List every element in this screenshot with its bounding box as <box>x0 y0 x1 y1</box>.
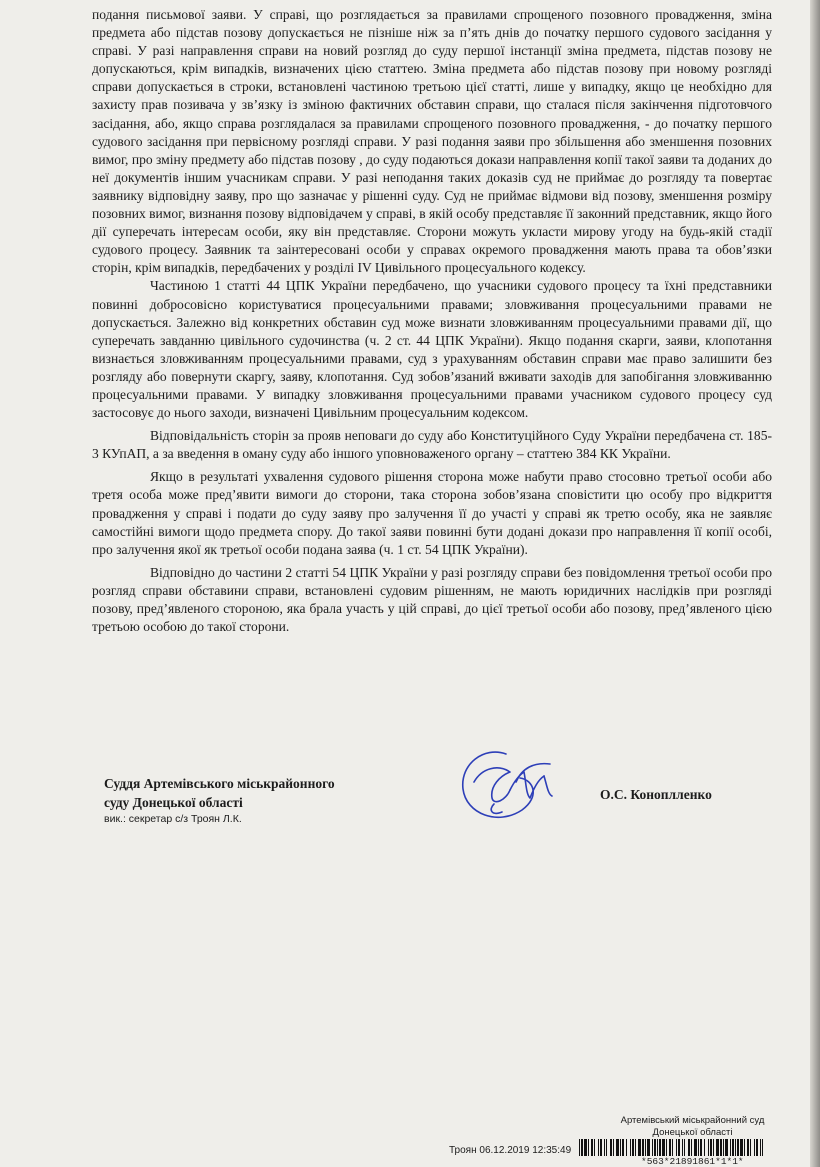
barcode-bar <box>659 1139 661 1156</box>
barcode-bar <box>672 1139 673 1156</box>
barcode-bar <box>630 1139 631 1156</box>
barcode-bar <box>626 1139 627 1156</box>
barcode-bar <box>666 1139 667 1156</box>
barcode-bar <box>584 1139 587 1156</box>
barcode-bar <box>616 1139 619 1156</box>
registration-timestamp: Троян 06.12.2019 12:35:49 <box>449 1145 572 1156</box>
barcode-bar <box>756 1139 758 1156</box>
barcode-bar <box>591 1139 593 1156</box>
barcode-bar <box>645 1139 646 1156</box>
barcode-bar <box>652 1139 653 1156</box>
paragraph-4: Якщо в результаті ухвалення судового рішення сторона може набути право стосовно третьої особи або третя особа може пред’явити вимоги до сторони, така сторона зобов’язана сповістити цю особу про відкриття провадження у справі і подати до суду заяву про залучення її до участі у справі як третю особу, яка не заявляє самостійні вимоги щодо предмета спору. До такої заяви повинні бути додані докази про направлення її копії особі, про залучення якої як третьої особи подана заява (ч. 1 ст. 54 ЦПК України). <box>92 469 772 557</box>
paragraph-3: Відповідальність сторін за прояв неповаги до суду або Конституційного Суду України передбачена ст. 185-3 КУпАП, а за введення в оману суду або іншого уповноваженого органу – статтею 384 КК України. <box>92 428 772 462</box>
barcode-bar <box>710 1139 712 1156</box>
barcode-bar <box>600 1139 602 1156</box>
judge-name: О.С. Коноплленко <box>600 787 712 802</box>
barcode-bar <box>654 1139 656 1156</box>
barcode-bar <box>662 1139 665 1156</box>
barcode-bar <box>698 1139 699 1156</box>
barcode-bar <box>700 1139 702 1156</box>
barcode-bar <box>735 1139 736 1156</box>
barcode-bar <box>620 1139 621 1156</box>
barcode-bar <box>638 1139 641 1156</box>
barcode-bar <box>635 1139 636 1156</box>
barcode-bar <box>760 1139 761 1156</box>
barcode-bar <box>657 1139 658 1156</box>
barcode-bar <box>754 1139 755 1156</box>
paragraph-5: Відповідно до частини 2 статті 54 ЦПК України у разі розгляду справи без повідомлення третьої особи про розгляд справи обставини справи, встановлені судовим рішенням, не мають юридичних наслідків при розгляді позову, пред’явленого стороною, яка брала участь у цій справі, до цієї третьої особи або позову, пред’явленого цією третьою особою до такої сторони. <box>92 564 772 635</box>
barcode-bar <box>704 1139 705 1156</box>
court-footer-line-2: Донецької області <box>652 1126 733 1138</box>
barcode-bar <box>688 1139 690 1156</box>
barcode-bar <box>622 1139 624 1156</box>
barcode-bar <box>740 1139 743 1156</box>
barcode-bar <box>598 1139 599 1156</box>
barcode-number: *563*21891861*1*1* <box>641 1156 744 1167</box>
document-barcode <box>579 1139 765 1156</box>
barcode-bar <box>632 1139 634 1156</box>
judge-title-line-1: Суддя Артемівського міськрайонного <box>104 776 335 791</box>
barcode-bar <box>594 1139 595 1156</box>
barcode-bar <box>647 1139 650 1156</box>
page-edge-shadow <box>810 0 820 1167</box>
barcode-bar <box>678 1139 680 1156</box>
barcode-bar <box>676 1139 677 1156</box>
paragraph-2: Частиною 1 статті 44 ЦПК України передбачено, що учасники судового процесу та їхні представники повинні добросовісно користуватися процесуальними правами; зловживання процесуальними правами не допускається. Залежно від конкретних обставин суд може визнати зловживанням процесуальними правами дії, що суперечать завданню цивільного судочинства (ч. 2 ст. 44 ЦПК України). Якщо подання скарги, заяви, клопотання визнається зловживанням процесуальними правами, суд з урахуванням обставин справи має право залишити без розгляду або повернути скаргу, заяву, клопотання. Суд зобов’язаний вживати заходів для запобігання зловживанню процесуальними правами. У випадку зловживання процесуальними правами учасником судового процесу суд застосовує до нього заходи, визначені Цивільним процесуальним кодексом. <box>92 278 772 421</box>
barcode-bar <box>730 1139 731 1156</box>
barcode-bar <box>691 1139 692 1156</box>
barcode-bar <box>682 1139 683 1156</box>
barcode-bar <box>642 1139 644 1156</box>
executor-note: вик.: секретар с/з Троян Л.К. <box>104 813 242 825</box>
paragraph-1: подання письмової заяви. У справі, що розглядається за правилами спрощеного позовного провадження, зміна предмета або підстав позову допускається не пізніше ніж за п’ять днів до початку першого судового засідання у справі. У разі направлення справи на новий розгляд до суду першої інстанції зміна предмета, підстав позову не допускаються, крім випадків, визначених цією статтею. Зміна предмета або підстав позову при новому розгляді справи допускається в строки, встановлені частиною третьою цієї статті, лише у випадку, якщо це необхідно для захисту прав позивача у зв’язку із зміною фактичних обставин справи, що сталася після закінчення підготовчого засідання, або, якщо справа розглядалася за правилами спрощеного позовного провадження, - до початку першого судового засідання при первісному розгляді справи. У разі подання заяви про збільшення або зменшення позовних вимог, про зміну предмету або підстав позову , до суду подаються докази направлення копії такої заяви та доданих до неї документів іншим учасникам справи. У разі неподання таких доказів суд не приймає до розгляду та повертає заявнику відповідну заяву, про що зазначає у рішенні суду. Суд не приймає відмови від позову, зменшення розміру позовних вимог, визнання позову відповідачем у справі, в якій особу представляє її законний представник, якщо його дії суперечать інтересам особи, яку він представляє. Сторони можуть укласти мирову угоду на будь-якій стадії судового процесу. Заявник та заінтересовані особи у справах окремого провадження мають права та обов’язки сторін, крім випадків, передбачених у розділі IV Цивільного процесуального кодексу. <box>92 7 772 276</box>
barcode-bar <box>606 1139 607 1156</box>
barcode-bar <box>750 1139 751 1156</box>
barcode-bar <box>613 1139 614 1156</box>
barcode-bar <box>581 1139 583 1156</box>
barcode-bar <box>744 1139 745 1156</box>
barcode-bar <box>669 1139 671 1156</box>
barcode-bar <box>610 1139 612 1156</box>
barcode-bar <box>684 1139 685 1156</box>
barcode-bar <box>762 1139 763 1156</box>
barcode-bar <box>723 1139 724 1156</box>
barcode-bar <box>713 1139 714 1156</box>
barcode-bar <box>747 1139 749 1156</box>
barcode-bar <box>604 1139 605 1156</box>
barcode-bar <box>708 1139 709 1156</box>
barcode-bar <box>732 1139 734 1156</box>
court-footer-line-1: Артемівський міськрайонний суд <box>620 1115 765 1126</box>
barcode-bar <box>716 1139 719 1156</box>
barcode-bar <box>694 1139 697 1156</box>
barcode-bar <box>720 1139 722 1156</box>
barcode-bar <box>737 1139 739 1156</box>
barcode-bar <box>725 1139 728 1156</box>
court-footer <box>620 1115 765 1138</box>
document-body <box>92 6 772 636</box>
handwritten-signature <box>454 742 564 827</box>
judge-title-line-2: суду Донецької області <box>104 795 243 810</box>
judge-title-block <box>104 774 335 826</box>
barcode-bar <box>588 1139 589 1156</box>
barcode-bar <box>579 1139 580 1156</box>
